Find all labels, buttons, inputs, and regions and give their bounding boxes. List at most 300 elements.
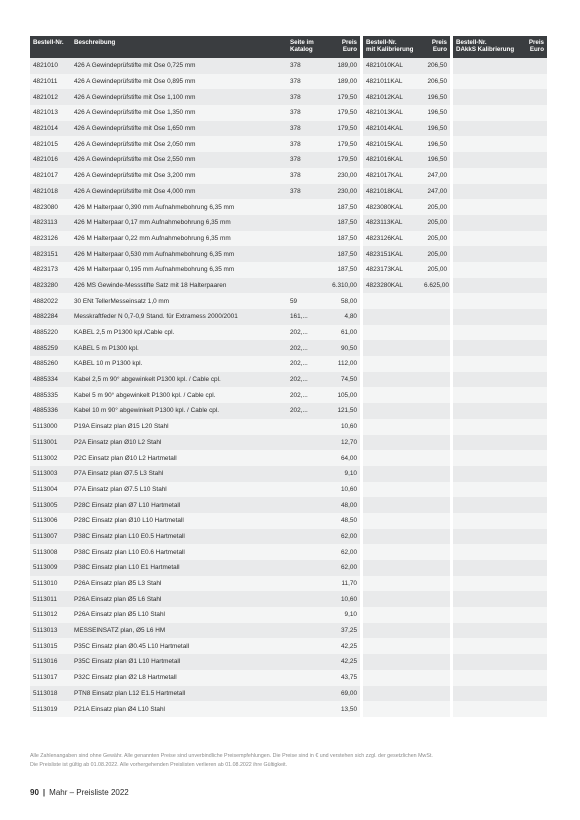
table-row — [453, 372, 547, 388]
table-row — [363, 136, 450, 152]
preis-cell: 62,00 — [341, 548, 357, 556]
table-row — [453, 466, 547, 482]
table-row — [453, 544, 547, 560]
beschreibung-cell: 426 A Gewindeprüfstifte mit Öse 1,650 mm — [74, 125, 196, 133]
table-row — [30, 607, 360, 623]
preis-cell: 48,50 — [341, 517, 357, 525]
table-row — [363, 168, 450, 184]
beschreibung-cell: P7A Einsatz plan Ø7.5 L3 Stahl — [74, 470, 164, 478]
seite-cell: 378 — [290, 187, 301, 195]
table-row — [30, 74, 360, 90]
kal-preis-cell: 6.625,00 — [424, 281, 449, 289]
footnote — [30, 752, 550, 770]
header-kal-nr: Bestell-Nr. mit Kalibrierung — [366, 39, 414, 53]
table-row — [363, 74, 450, 90]
beschreibung-cell: Kabel 2,5 m 90° abgewinkelt P1300 kpl. / Cable cpl. — [74, 376, 221, 384]
bestell-nr-cell: 5113001 — [33, 438, 58, 446]
table-row — [30, 686, 360, 702]
table-row — [453, 513, 547, 529]
preis-cell: 42,25 — [341, 642, 357, 650]
beschreibung-cell: P2A Einsatz plan Ø10 L2 Stahl — [74, 438, 162, 446]
beschreibung-cell: 426 A Gewindeprüfstifte mit Öse 4,000 mm — [74, 187, 196, 195]
bestell-nr-cell: 4823126 — [33, 234, 58, 242]
preis-cell: 179,50 — [337, 156, 357, 164]
preis-cell: 90,50 — [341, 344, 357, 352]
seite-cell: 378 — [290, 172, 301, 180]
table-row — [363, 607, 450, 623]
table-row — [363, 544, 450, 560]
kal-nr-cell: 4821012KAL — [366, 93, 403, 101]
seite-cell: 202,... — [290, 391, 308, 399]
bestell-nr-cell: 4882284 — [33, 313, 58, 321]
bestell-nr-cell: 5113005 — [33, 501, 58, 509]
beschreibung-cell: Messkraftfeder N 0,7-0,9 Stand. für Extramess 2000/2001 — [74, 313, 238, 321]
beschreibung-cell: 426 A Gewindeprüfstifte mit Öse 0,725 mm — [74, 62, 196, 70]
kal-preis-cell: 196,50 — [427, 93, 447, 101]
preis-cell: 230,00 — [337, 187, 357, 195]
kal-preis-cell: 205,00 — [427, 266, 447, 274]
bestell-nr-cell: 5113008 — [33, 548, 58, 556]
table-row — [363, 105, 450, 121]
preis-cell: 10,60 — [341, 595, 357, 603]
preis-cell: 187,50 — [337, 234, 357, 242]
table-row — [30, 262, 360, 278]
table-row — [30, 372, 360, 388]
table-row — [363, 356, 450, 372]
beschreibung-cell: P19A Einsatz plan Ø15 L20 Stahl — [74, 423, 169, 431]
kal-preis-cell: 206,50 — [427, 62, 447, 70]
beschreibung-cell: P38C Einsatz plan L10 E0.5 Hartmetall — [74, 532, 185, 540]
table-row — [453, 529, 547, 545]
table-row — [363, 435, 450, 451]
header-dakks-nr: Bestell-Nr. DAkkS Kalibrierung — [456, 39, 515, 53]
preis-cell: 58,00 — [341, 297, 357, 305]
table-row — [30, 497, 360, 513]
seite-cell: 378 — [290, 109, 301, 117]
beschreibung-cell: P32C Einsatz plan Ø2 L8 Hartmetall — [74, 674, 177, 682]
table-row — [30, 654, 360, 670]
preis-cell: 12,70 — [341, 438, 357, 446]
table-row — [453, 701, 547, 717]
bestell-nr-cell: 4823080 — [33, 203, 58, 211]
bestell-nr-cell: 4885336 — [33, 407, 58, 415]
table-row — [453, 560, 547, 576]
bestell-nr-cell: 4821011 — [33, 78, 58, 86]
table-row — [453, 215, 547, 231]
seite-cell: 202,... — [290, 376, 308, 384]
seite-cell: 378 — [290, 78, 301, 86]
beschreibung-cell: 426 M Halterpaar 0,195 mm Aufnahmebohrung 6,35 mm — [74, 266, 235, 274]
bestell-nr-cell: 5113009 — [33, 564, 58, 572]
table-row — [363, 654, 450, 670]
kal-preis-cell: 205,00 — [427, 250, 447, 258]
seite-cell: 202,... — [290, 329, 308, 337]
beschreibung-cell: PTN8 Einsatz plan L12 E1.5 Hartmetall — [74, 689, 186, 697]
table-row — [453, 482, 547, 498]
table-row — [453, 199, 547, 215]
footnote-line: Die Preisliste ist gültig ab 01.08.2022. Alle vorhergehenden Preislisten verlieren ab 01.08.2022 ihre Gültigkeit. — [30, 762, 288, 768]
table-row — [30, 544, 360, 560]
kal-nr-cell: 4823280KAL — [366, 281, 403, 289]
bestell-nr-cell: 4821017 — [33, 172, 58, 180]
table-row — [363, 670, 450, 686]
table-row — [453, 576, 547, 592]
beschreibung-cell: KABEL 5 m P1300 kpl. — [74, 344, 139, 352]
kal-nr-cell: 4821016KAL — [366, 156, 403, 164]
kal-preis-cell: 196,50 — [427, 109, 447, 117]
preis-cell: 64,00 — [341, 454, 357, 462]
table-row — [453, 325, 547, 341]
beschreibung-cell: P26A Einsatz plan Ø5 L3 Stahl — [74, 580, 162, 588]
beschreibung-cell: P7A Einsatz plan Ø7.5 L10 Stahl — [74, 485, 167, 493]
table-row — [453, 152, 547, 168]
price-table — [30, 36, 550, 717]
kal-preis-cell: 196,50 — [427, 125, 447, 133]
seite-cell: 161,... — [290, 313, 308, 321]
kal-nr-cell: 4821010KAL — [366, 62, 403, 70]
kal-nr-cell: 4823151KAL — [366, 250, 403, 258]
bestell-nr-cell: 4821013 — [33, 109, 58, 117]
table-row — [30, 356, 360, 372]
table-row — [363, 638, 450, 654]
bestell-nr-cell: 5113017 — [33, 674, 58, 682]
table-row — [30, 246, 360, 262]
table-row — [363, 58, 450, 74]
page-footer — [30, 788, 129, 797]
beschreibung-cell: MESSEINSATZ plan, Ø5 L6 HM — [74, 627, 166, 635]
bestell-nr-cell: 5113003 — [33, 470, 58, 478]
table-row — [30, 152, 360, 168]
table-row — [453, 607, 547, 623]
table-row — [453, 231, 547, 247]
kalibrierung-table-header — [363, 36, 450, 58]
bestell-nr-cell: 5113012 — [33, 611, 58, 619]
bestell-nr-cell: 4823113 — [33, 219, 58, 227]
table-row — [453, 262, 547, 278]
beschreibung-cell: P35C Einsatz plan Ø1 L10 Hartmetall — [74, 658, 181, 666]
preis-cell: 11,70 — [341, 580, 357, 588]
table-row — [363, 278, 450, 294]
beschreibung-cell: 426 A Gewindeprüfstifte mit Öse 2,550 mm — [74, 156, 196, 164]
kal-nr-cell: 4823126KAL — [366, 234, 403, 242]
header-dakks-preis: Preis Euro — [528, 39, 544, 53]
kal-preis-cell: 205,00 — [427, 234, 447, 242]
table-row — [453, 58, 547, 74]
preis-cell: 105,00 — [337, 391, 357, 399]
footnote-line: Alle Zahlenangaben sind ohne Gewähr. Alle genannten Preise sind unverbindliche Preisempfehlungen. Die Preise sind in € und verstehen sich zzgl. der gesetzlichen MwSt. — [30, 753, 433, 759]
table-row — [30, 466, 360, 482]
beschreibung-cell: P35C Einsatz plan Ø0.45 L10 Hartmetall — [74, 642, 190, 650]
beschreibung-cell: P21A Einsatz plan Ø4 L10 Stahl — [74, 705, 165, 713]
preis-cell: 74,50 — [341, 376, 357, 384]
table-row — [30, 435, 360, 451]
bestell-nr-cell: 4821012 — [33, 93, 58, 101]
preis-cell: 112,00 — [337, 360, 357, 368]
kalibrierung-table — [363, 36, 450, 717]
preis-cell: 4,80 — [344, 313, 357, 321]
kal-preis-cell: 247,00 — [427, 172, 447, 180]
bestell-nr-cell: 5113016 — [33, 658, 58, 666]
header-seite: Seite im Katalog — [290, 39, 314, 53]
bestell-nr-cell: 5113018 — [33, 689, 58, 697]
preis-cell: 121,50 — [337, 407, 357, 415]
bestell-nr-cell: 5113007 — [33, 532, 58, 540]
table-row — [30, 529, 360, 545]
table-row — [453, 121, 547, 137]
bestell-nr-cell: 4885220 — [33, 329, 58, 337]
table-row — [363, 701, 450, 717]
seite-cell: 59 — [290, 297, 298, 305]
table-row — [363, 231, 450, 247]
bestell-nr-cell: 5113011 — [33, 595, 57, 603]
table-row — [453, 293, 547, 309]
table-row — [363, 246, 450, 262]
table-row — [363, 560, 450, 576]
beschreibung-cell: P38C Einsatz plan L10 E1 Hartmetall — [74, 564, 180, 572]
kal-nr-cell: 4821015KAL — [366, 140, 403, 148]
main-table-body — [30, 58, 360, 717]
table-row — [363, 262, 450, 278]
kal-preis-cell: 206,50 — [427, 78, 447, 86]
table-row — [363, 450, 450, 466]
seite-cell: 378 — [290, 140, 301, 148]
kal-nr-cell: 4821017KAL — [366, 172, 403, 180]
beschreibung-cell: Kabel 5 m 90° abgewinkelt P1300 kpl. / Cable cpl. — [74, 391, 216, 399]
bestell-nr-cell: 4821014 — [33, 125, 58, 133]
beschreibung-cell: Kabel 10 m 90° abgewinkelt P1300 kpl. / Cable cpl. — [74, 407, 220, 415]
bestell-nr-cell: 4821015 — [33, 140, 58, 148]
preis-cell: 187,50 — [337, 250, 357, 258]
table-row — [363, 623, 450, 639]
kal-nr-cell: 4821014KAL — [366, 125, 403, 133]
seite-cell: 378 — [290, 156, 301, 164]
table-row — [30, 513, 360, 529]
table-row — [363, 529, 450, 545]
preis-cell: 6.310,00 — [332, 281, 357, 289]
bestell-nr-cell: 4885334 — [33, 376, 58, 384]
bestell-nr-cell: 4885259 — [33, 344, 58, 352]
seite-cell: 378 — [290, 62, 301, 70]
table-row — [363, 293, 450, 309]
preis-cell: 10,60 — [341, 423, 357, 431]
preis-cell: 189,00 — [337, 62, 357, 70]
bestell-nr-cell: 4885335 — [33, 391, 58, 399]
kal-nr-cell: 4823173KAL — [366, 266, 403, 274]
table-row — [30, 105, 360, 121]
header-beschreibung: Beschreibung — [74, 39, 116, 46]
seite-cell: 202,... — [290, 407, 308, 415]
table-row — [453, 450, 547, 466]
seite-cell: 202,... — [290, 360, 308, 368]
beschreibung-cell: 426 M Halterpaar 0,22 mm Aufnahmebohrung 6,35 mm — [74, 234, 231, 242]
table-row — [363, 591, 450, 607]
dakks-table — [453, 36, 547, 717]
table-row — [363, 576, 450, 592]
table-row — [30, 136, 360, 152]
kal-preis-cell: 205,00 — [427, 203, 447, 211]
table-row — [453, 340, 547, 356]
beschreibung-cell: P26A Einsatz plan Ø5 L10 Stahl — [74, 611, 165, 619]
beschreibung-cell: KABEL 10 m P1300 kpl. — [74, 360, 143, 368]
table-row — [453, 654, 547, 670]
footer-separator: | — [42, 788, 46, 797]
beschreibung-cell: 426 A Gewindeprüfstifte mit Öse 1,350 mm — [74, 109, 196, 117]
beschreibung-cell: P38C Einsatz plan L10 E0.6 Hartmetall — [74, 548, 185, 556]
preis-cell: 230,00 — [337, 172, 357, 180]
table-row — [363, 309, 450, 325]
preis-cell: 189,00 — [337, 78, 357, 86]
table-row — [453, 623, 547, 639]
beschreibung-cell: 30 ENt TellerMesseinsatz 1,0 mm — [74, 297, 170, 305]
table-row — [453, 435, 547, 451]
seite-cell: 378 — [290, 125, 301, 133]
bestell-nr-cell: 4823151 — [33, 250, 58, 258]
table-row — [30, 450, 360, 466]
bestell-nr-cell: 5113002 — [33, 454, 58, 462]
header-preis: Preis Euro — [341, 39, 357, 53]
kal-nr-cell: 4823113KAL — [366, 219, 403, 227]
table-row — [363, 482, 450, 498]
table-row — [30, 168, 360, 184]
table-row — [30, 199, 360, 215]
table-row — [453, 136, 547, 152]
beschreibung-cell: P28C Einsatz plan Ø10 L10 Hartmetall — [74, 517, 184, 525]
kal-preis-cell: 196,50 — [427, 140, 447, 148]
preis-cell: 43,75 — [341, 674, 357, 682]
table-row — [30, 309, 360, 325]
footer-title: Mahr – Preisliste 2022 — [49, 788, 129, 797]
preis-cell: 187,50 — [337, 203, 357, 211]
table-row — [30, 387, 360, 403]
table-row — [453, 184, 547, 200]
dakks-table-body — [453, 58, 547, 717]
beschreibung-cell: P26A Einsatz plan Ø5 L6 Stahl — [74, 595, 162, 603]
preis-cell: 179,50 — [337, 109, 357, 117]
preis-cell: 62,00 — [341, 532, 357, 540]
main-table — [30, 36, 360, 717]
table-row — [453, 387, 547, 403]
table-row — [363, 372, 450, 388]
bestell-nr-cell: 5113006 — [33, 517, 58, 525]
table-row — [30, 325, 360, 341]
beschreibung-cell: 426 A Gewindeprüfstifte mit Öse 2,050 mm — [74, 140, 196, 148]
dakks-table-header — [453, 36, 547, 58]
bestell-nr-cell: 4821010 — [33, 62, 58, 70]
table-row — [30, 638, 360, 654]
table-row — [453, 497, 547, 513]
table-row — [363, 184, 450, 200]
table-row — [363, 513, 450, 529]
beschreibung-cell: KABEL 2,5 m P1300 kpl./Cable cpl. — [74, 329, 175, 337]
page-number: 90 — [30, 788, 39, 797]
preis-cell: 69,00 — [341, 689, 357, 697]
kal-nr-cell: 4821011KAL — [366, 78, 403, 86]
table-row — [453, 403, 547, 419]
kal-nr-cell: 4821013KAL — [366, 109, 403, 117]
bestell-nr-cell: 4823173 — [33, 266, 58, 274]
bestell-nr-cell: 4823280 — [33, 281, 58, 289]
table-row — [30, 231, 360, 247]
preis-cell: 179,50 — [337, 93, 357, 101]
table-row — [30, 58, 360, 74]
table-row — [30, 482, 360, 498]
table-row — [30, 184, 360, 200]
table-row — [363, 419, 450, 435]
table-row — [363, 387, 450, 403]
bestell-nr-cell: 5113013 — [33, 627, 58, 635]
table-row — [30, 701, 360, 717]
preis-cell: 9,10 — [344, 611, 357, 619]
bestell-nr-cell: 5113004 — [33, 485, 58, 493]
bestell-nr-cell: 4882022 — [33, 297, 58, 305]
kal-preis-cell: 196,50 — [427, 156, 447, 164]
preis-cell: 187,50 — [337, 219, 357, 227]
table-row — [453, 105, 547, 121]
table-row — [30, 278, 360, 294]
kal-nr-cell: 4823080KAL — [366, 203, 403, 211]
table-row — [30, 293, 360, 309]
table-row — [453, 74, 547, 90]
table-row — [30, 560, 360, 576]
table-row — [363, 199, 450, 215]
main-table-header — [30, 36, 360, 58]
table-row — [453, 89, 547, 105]
table-row — [453, 591, 547, 607]
preis-cell: 13,50 — [341, 705, 357, 713]
table-row — [363, 686, 450, 702]
preis-cell: 62,00 — [341, 564, 357, 572]
header-kal-preis: Preis Euro — [431, 39, 447, 53]
preis-cell: 61,00 — [341, 329, 357, 337]
beschreibung-cell: 426 M Halterpaar 0,530 mm Aufnahmebohrung 6,35 mm — [74, 250, 235, 258]
kalibrierung-table-body — [363, 58, 450, 717]
beschreibung-cell: 426 MS Gewinde-Messstifte Satz mit 18 Halterpaaren — [74, 281, 227, 289]
kal-nr-cell: 4821018KAL — [366, 187, 403, 195]
preis-cell: 37,25 — [341, 627, 357, 635]
table-row — [30, 403, 360, 419]
beschreibung-cell: 426 M Halterpaar 0,17 mm Aufnahmebohrung 6,35 mm — [74, 219, 231, 227]
preis-cell: 179,50 — [337, 125, 357, 133]
preis-cell: 48,00 — [341, 501, 357, 509]
table-row — [363, 497, 450, 513]
table-row — [363, 325, 450, 341]
table-row — [453, 168, 547, 184]
table-row — [30, 591, 360, 607]
seite-cell: 202,... — [290, 344, 308, 352]
bestell-nr-cell: 5113015 — [33, 642, 58, 650]
table-row — [363, 403, 450, 419]
table-row — [363, 340, 450, 356]
beschreibung-cell: 426 A Gewindeprüfstifte mit Öse 3,200 mm — [74, 172, 196, 180]
table-row — [30, 89, 360, 105]
table-row — [363, 152, 450, 168]
bestell-nr-cell: 5113010 — [33, 580, 58, 588]
table-row — [30, 623, 360, 639]
table-row — [453, 686, 547, 702]
kal-preis-cell: 205,00 — [427, 219, 447, 227]
beschreibung-cell: 426 A Gewindeprüfstifte mit Öse 0,895 mm — [74, 78, 196, 86]
beschreibung-cell: 426 A Gewindeprüfstifte mit Öse 1,100 mm — [74, 93, 196, 101]
preis-cell: 42,25 — [341, 658, 357, 666]
preis-cell: 187,50 — [337, 266, 357, 274]
header-bestell-nr: Bestell-Nr. — [33, 39, 64, 46]
table-row — [453, 638, 547, 654]
preis-cell: 179,50 — [337, 140, 357, 148]
table-row — [30, 121, 360, 137]
bestell-nr-cell: 4821016 — [33, 156, 58, 164]
table-row — [453, 419, 547, 435]
table-row — [363, 121, 450, 137]
